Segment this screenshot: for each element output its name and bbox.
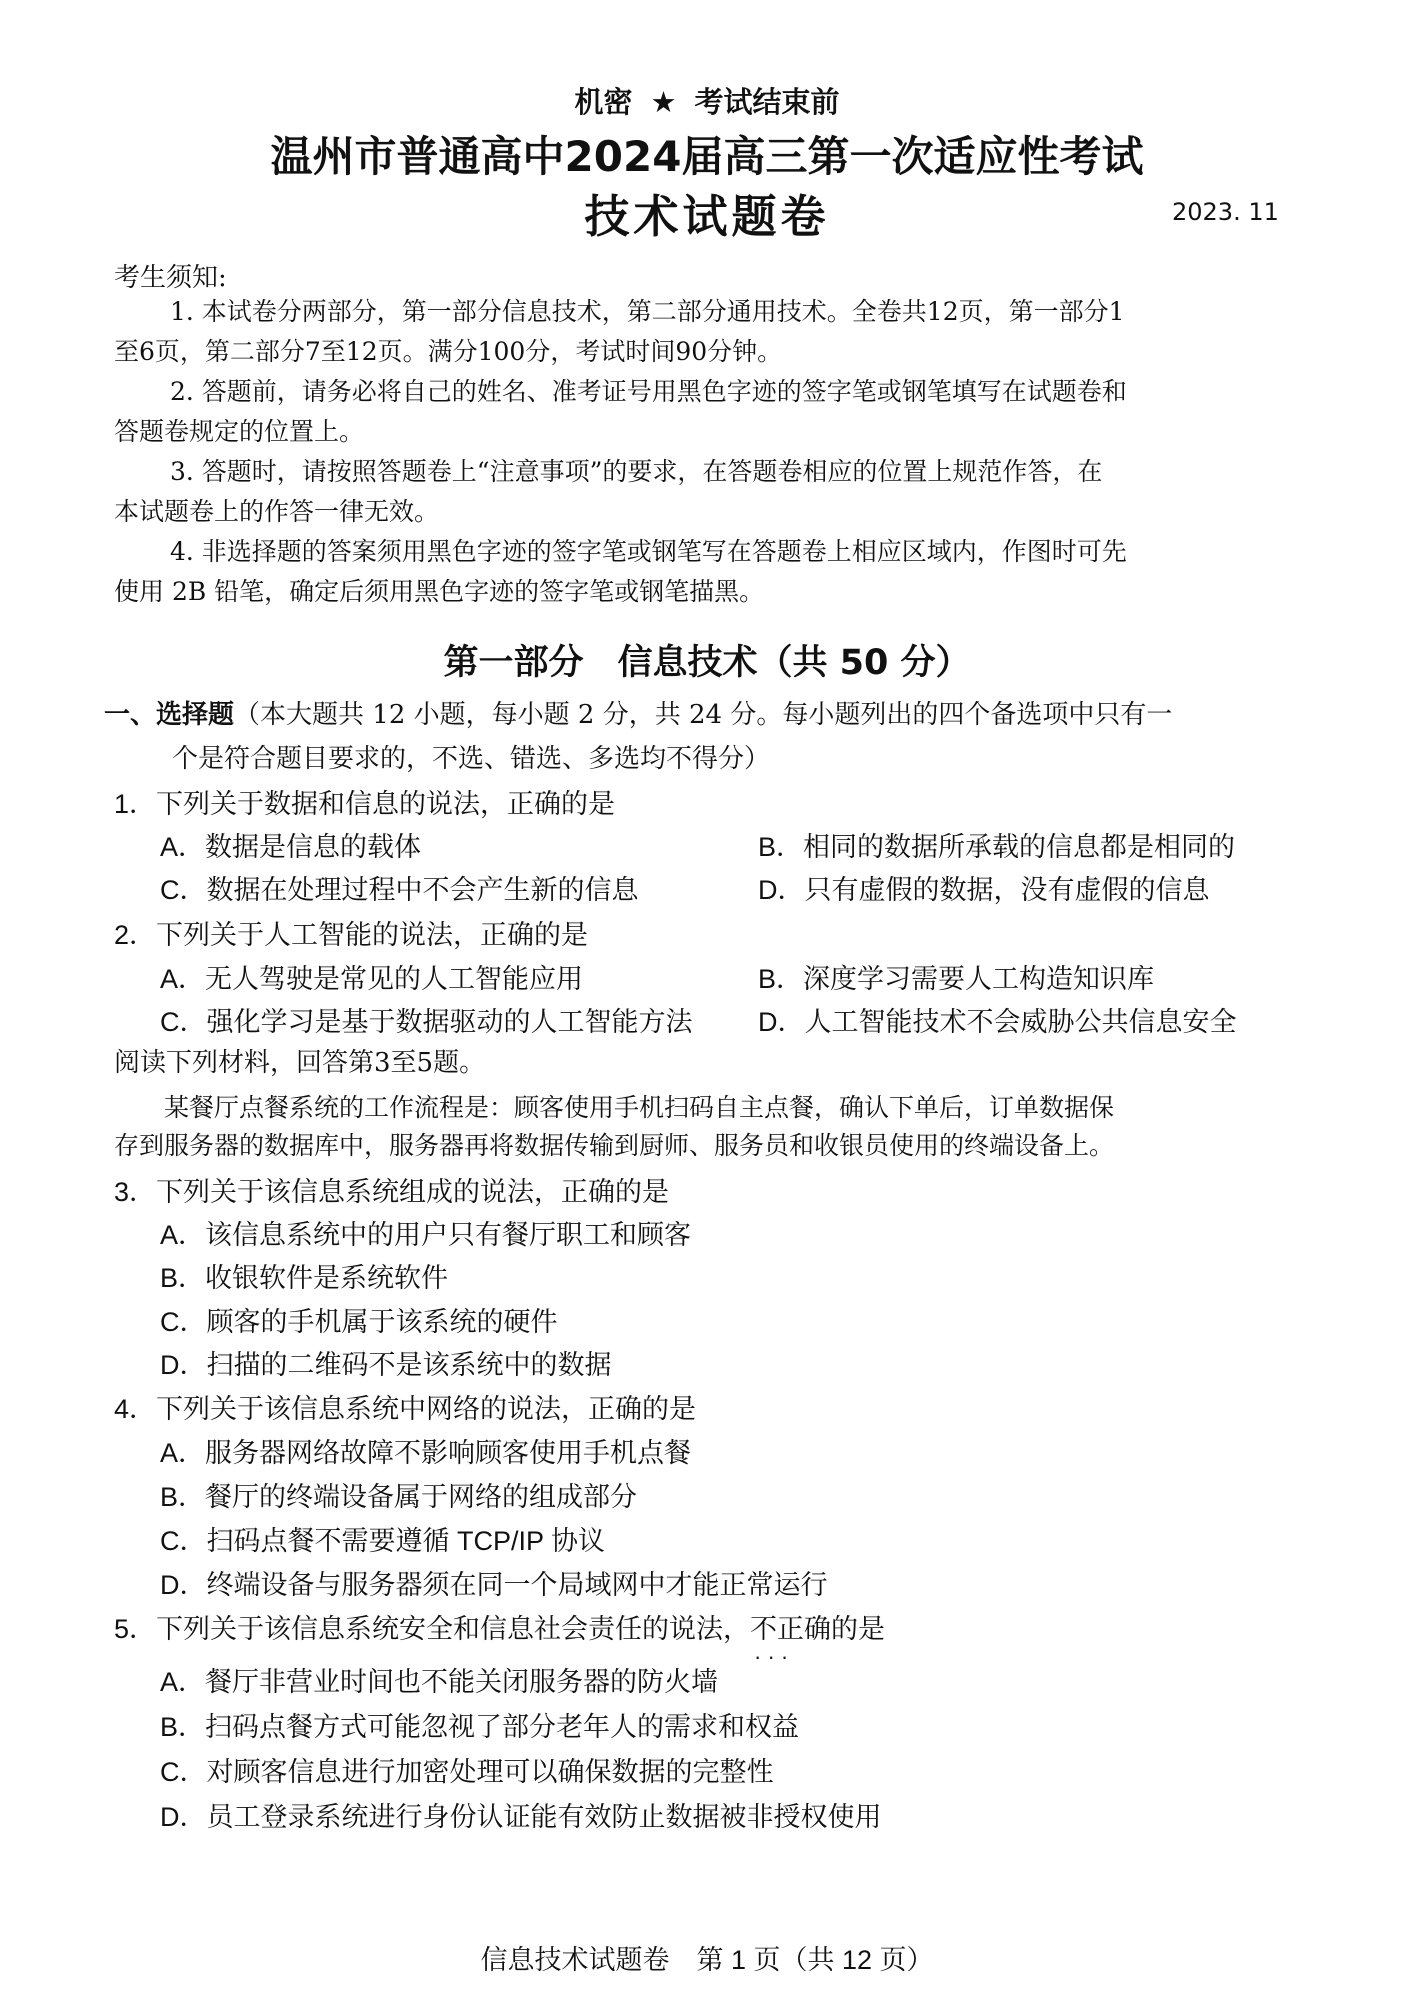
question-3-option-c: C．顾客的手机属于该系统的硬件 [160,1307,558,1337]
before-exam-end-text: 考试结束前 [694,85,840,119]
notice-item-1-line-2: 至6页，第二部分7至12页。满分100分，考试时间90分钟。 [114,337,783,366]
question-4-stem: 4．下列关于该信息系统中网络的说法，正确的是 [114,1394,697,1424]
question-1-stem: 1．下列关于数据和信息的说法，正确的是 [114,789,616,819]
question-5-stem [114,1607,885,1646]
notice-item-2-line-2: 答题卷规定的位置上。 [114,417,365,446]
question-5-option-c: C．对顾客信息进行加密处理可以确保数据的完整性 [160,1757,774,1787]
section-part-title: 信息技术（共 50 分） [617,643,971,683]
question-4-option-d: D．终端设备与服务器须在同一个局域网中才能正常运行 [160,1570,828,1600]
question-5-stem-pre: 5．下列关于该信息系统安全和信息社会责任的说法， [114,1614,751,1644]
section-heading [0,635,1414,685]
question-3-stem: 3．下列关于该信息系统组成的说法，正确的是 [114,1177,670,1207]
question-5-option-b: B．扫码点餐方式可能忽视了部分老年人的需求和权益 [160,1712,800,1742]
exam-title: 温州市普通高中2024届高三第一次适应性考试 [270,132,1144,181]
question-1-option-c: C．数据在处理过程中不会产生新的信息 [160,875,639,905]
question-5-option-a: A．餐厅非营业时间也不能关闭服务器的防火墙 [160,1667,719,1697]
reading-intro: 阅读下列材料，回答第3至5题。 [114,1048,486,1078]
question-2-stem: 2．下列关于人工智能的说法，正确的是 [114,920,589,950]
confidential-text: 机密 [574,85,633,119]
confidential-label [0,80,1414,121]
notice-item-3-line-1: 3. 答题时，请按照答题卷上“注意事项”的要求，在答题卷相应的位置上规范作答，在 [170,457,1103,486]
question-2-option-a: A．无人驾驶是常见的人工智能应用 [160,964,584,994]
question-2-option-d: D．人工智能技术不会威胁公共信息安全 [758,1007,1237,1037]
question-3-option-b: B．收银软件是系统软件 [160,1263,449,1293]
section-part-label: 第一部分 [443,643,584,683]
question-3-option-d: D．扫描的二维码不是该系统中的数据 [160,1350,612,1380]
question-5-emphasis: 不正确 · · · [750,1614,831,1644]
star-icon: ★ [650,85,677,119]
question-4-option-b: B．餐厅的终端设备属于网络的组成部分 [160,1482,638,1512]
notice-item-4-line-1: 4. 非选择题的答案须用黑色字迹的签字笔或钢笔写在答题卷上相应区域内，作图时可先 [170,537,1127,566]
notice-item-3-line-2: 本试题卷上的作答一律无效。 [114,497,440,526]
reading-material-line-2: 存到服务器的数据库中，服务器再将数据传输到厨师、服务员和收银员使用的终端设备上。 [114,1131,1115,1160]
selection-intro-line-2: 个是符合题目要求的，不选、错选、多选均不得分） [172,744,771,774]
page-footer: 信息技术试题卷 第 1 页（共 12 页） [480,1945,934,1975]
notice-item-2-line-1: 2. 答题前，请务必将自己的姓名、准考证号用黑色字迹的签字笔或钢笔填写在试题卷和 [170,377,1127,406]
reading-material-line-1: 某餐厅点餐系统的工作流程是：顾客使用手机扫码自主点餐，确认下单后，订单数据保 [164,1093,1115,1122]
question-4-option-c: C．扫码点餐不需要遵循 TCP/IP 协议 [160,1526,606,1556]
question-2-option-b: B．深度学习需要人工构造知识库 [758,964,1155,994]
notice-heading: 考生须知: [114,263,227,293]
question-3-option-a: A．该信息系统中的用户只有餐厅职工和顾客 [160,1220,692,1250]
question-4-option-a: A．服务器网络故障不影响顾客使用手机点餐 [160,1438,692,1468]
notice-item-4-line-2: 使用 2B 铅笔，确定后须用黑色字迹的签字笔或钢笔描黑。 [114,577,765,606]
notice-item-1-line-1: 1. 本试卷分两部分，第一部分信息技术，第二部分通用技术。全卷共12页，第一部分1 [170,297,1125,326]
question-2-option-c: C．强化学习是基于数据驱动的人工智能方法 [160,1007,693,1037]
exam-subtitle: 技术试题卷 [584,190,830,243]
selection-heading: 一、选择题 [104,700,235,730]
exam-date: 2023. 11 [1172,198,1279,226]
question-1-option-b: B．相同的数据所承载的信息都是相同的 [758,832,1236,862]
selection-intro-line-1: （本大题共 12 小题，每小题 2 分，共 24 分。每小题列出的四个备选项中只有一 [234,700,1173,730]
question-5-option-d: D．员工登录系统进行身份认证能有效防止数据被非授权使用 [160,1802,882,1832]
question-5-stem-post: 的是 [831,1614,886,1644]
selection-intro [104,694,1172,731]
question-1-option-d: D．只有虚假的数据，没有虚假的信息 [758,875,1210,905]
question-1-option-a: A．数据是信息的载体 [160,832,422,862]
